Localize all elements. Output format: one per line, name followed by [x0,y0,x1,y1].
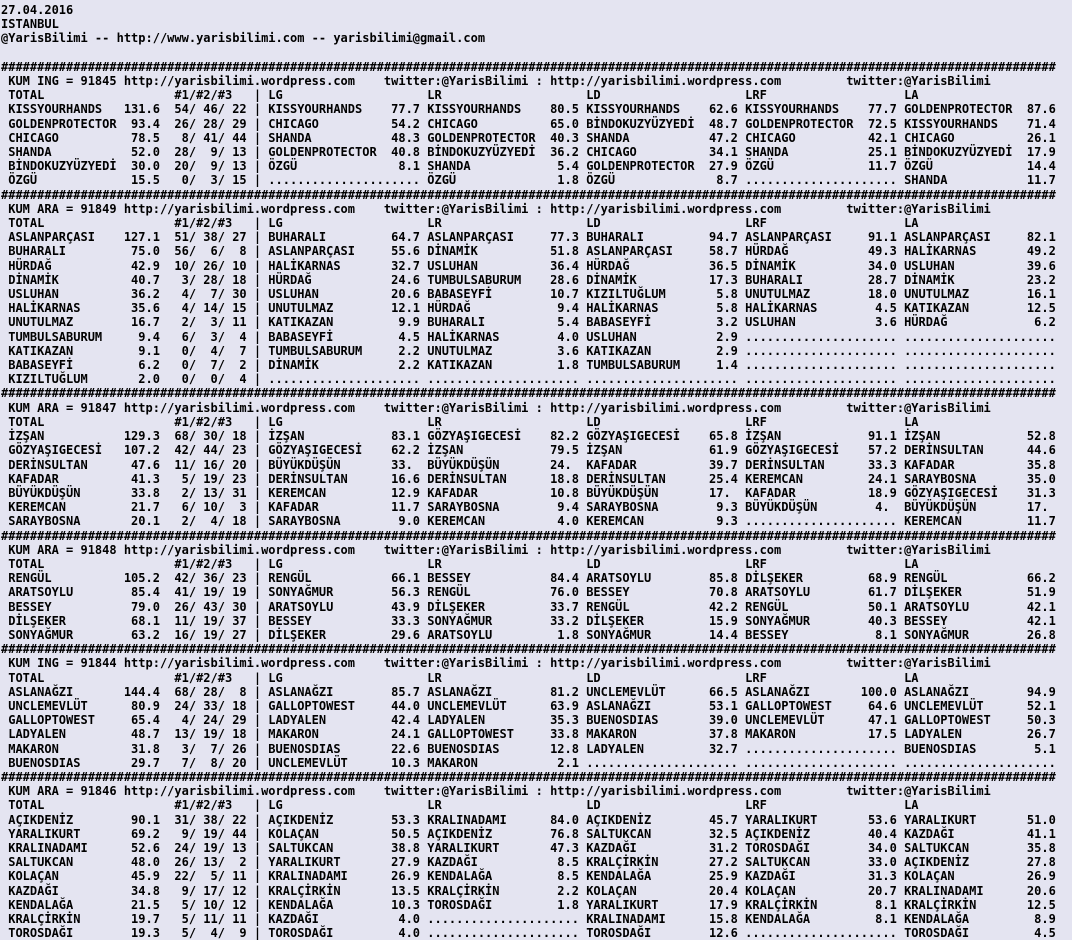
data-row: SALTUKCAN 48.0 26/ 13/ 2 | YARALIKURT 27.9 KAZDAĞI 8.5 KRALÇİRKİN 27.2 SALTUKCAN 33.0 AÇIKDENİZ 27.8 [1,855,1056,870]
data-row: MAKARON 31.8 3/ 7/ 26 | BUENOSDIAS 22.6 BUENOSDIAS 12.8 LADYALEN 32.7 ..................... BUENOSDIAS 5.1 [1,741,1056,756]
data-row: DİLŞEKER 68.1 11/ 19/ 37 | BESSEY 33.3 SONYAĞMUR 33.2 DİLŞEKER 15.9 SONYAĞMUR 40.3 BESSEY 42.1 [1,613,1056,628]
data-row: ARATSOYLU 85.4 41/ 19/ 19 | SONYAĞMUR 56.3 RENGÜL 76.0 BESSEY 70.8 ARATSOYLU 61.7 DİLŞEKER 51.9 [1,585,1056,600]
section-header: KUM ING = 91844 http://yarisbilimi.wordpress.com twitter:@YarisBilimi : http://yarisbilimi.wordpress.com twitter:@YarisBilimi [1,656,991,671]
column-header-row: TOTAL #1/#2/#3 | LG LR LD LRF LA [1,798,1064,813]
data-row: USLUHAN 36.2 4/ 7/ 30 | USLUHAN 20.6 BABASEYFİ 10.7 KIZILTUĞLUM 5.8 UNUTULMAZ 18.0 UNUTULMAZ 16.1 [1,287,1056,302]
column-header-row: TOTAL #1/#2/#3 | LG LR LD LRF LA [1,414,1064,429]
data-row: KAFADAR 41.3 5/ 19/ 23 | DERİNSULTAN 16.6 DERİNSULTAN 18.8 DERİNSULTAN 25.4 KEREMCAN 24.1 SARAYBOSNA 35.0 [1,471,1056,486]
data-row: TUMBULSABURUM 9.4 6/ 3/ 4 | BABASEYFİ 4.5 HALİKARNAS 4.0 USLUHAN 2.9 ..................... ..................... [1,329,1056,344]
section-header: KUM ARA = 91846 http://yarisbilimi.wordpress.com twitter:@YarisBilimi : http://yarisbilimi.wordpress.com twitter:@YarisBilimi [1,784,991,799]
data-row: ASLANPARÇASI 127.1 51/ 38/ 27 | BUHARALI 64.7 ASLANPARÇASI 77.3 BUHARALI 94.7 ASLANPARÇASI 91.1 ASLANPARÇASI 82.1 [1,230,1056,245]
data-row: ÖZGÜ 15.5 0/ 3/ 15 | ..................... ÖZGÜ 1.8 ÖZGÜ 8.7 ..................... SHANDA 11.7 [1,173,1056,188]
data-row: HALİKARNAS 35.6 4/ 14/ 15 | UNUTULMAZ 12.1 HÜRDAĞ 9.4 HALİKARNAS 5.8 HALİKARNAS 4.5 KATIKAZAN 12.5 [1,301,1056,316]
section-header: KUM ARA = 91849 http://yarisbilimi.wordpress.com twitter:@YarisBilimi : http://yarisbilimi.wordpress.com twitter:@YarisBilimi [1,201,991,216]
report-date: 27.04.2016 [1,3,74,17]
data-row: KRALINADAMI 52.6 24/ 19/ 13 | SALTUKCAN 38.8 YARALIKURT 47.3 KAZDAĞI 31.2 TOROSDAĞI 34.0 SALTUKCAN 35.8 [1,840,1056,855]
data-row: UNUTULMAZ 16.7 2/ 3/ 11 | KATIKAZAN 9.9 BUHARALI 5.4 BABASEYFİ 3.2 USLUHAN 3.6 HÜRDAĞ 6.2 [1,315,1056,330]
data-row: HÜRDAĞ 42.9 10/ 26/ 10 | HALİKARNAS 32.7 USLUHAN 36.4 HÜRDAĞ 36.5 DİNAMİK 34.0 USLUHAN 39.6 [1,258,1056,273]
separator-line: ################################################################################################################################################## [1,386,1056,401]
data-row: GOLDENPROTECTOR 93.4 26/ 28/ 29 | CHICAGO 54.2 CHICAGO 65.0 BİNDOKUZYÜZYEDİ 48.7 GOLDENPROTECTOR 72.5 KISSYOURHANDS 71.4 [1,116,1056,131]
blank-line [1,46,1072,60]
data-row: BİNDOKUZYÜZYEDİ 30.0 20/ 9/ 13 | ÖZGÜ 8.1 SHANDA 5.4 GOLDENPROTECTOR 27.9 ÖZGÜ 11.7 ÖZGÜ 14.4 [1,159,1056,174]
separator-line: ################################################################################################################################################## [1,769,1056,784]
data-row: SONYAĞMUR 63.2 16/ 19/ 27 | DİLŞEKER 29.6 ARATSOYLU 1.8 SONYAĞMUR 14.4 BESSEY 8.1 SONYAĞMUR 26.8 [1,627,1056,642]
separator-line: ################################################################################################################################################## [1,187,1056,202]
data-row: DİNAMİK 40.7 3/ 28/ 18 | HÜRDAĞ 24.6 TUMBULSABURUM 28.6 DİNAMİK 17.3 BUHARALI 28.7 DİNAMİK 23.2 [1,272,1056,287]
data-row: BUHARALI 75.0 56/ 6/ 8 | ASLANPARÇASI 55.6 DİNAMİK 51.8 ASLANPARÇASI 58.7 HÜRDAĞ 49.3 HALİKARNAS 49.2 [1,244,1056,259]
data-row: GALLOPTOWEST 65.4 4/ 24/ 29 | LADYALEN 42.4 LADYALEN 35.3 BUENOSDIAS 39.0 UNCLEMEVLÜT 47.1 GALLOPTOWEST 50.3 [1,713,1056,728]
data-row: SHANDA 52.0 28/ 9/ 13 | GOLDENPROTECTOR 40.8 BİNDOKUZYÜZYEDİ 36.2 CHICAGO 34.1 SHANDA 25.1 BİNDOKUZYÜZYEDİ 17.9 [1,145,1056,160]
section-header: KUM ARA = 91847 http://yarisbilimi.wordpress.com twitter:@YarisBilimi : http://yarisbilimi.wordpress.com twitter:@YarisBilimi [1,400,991,415]
data-row: KEREMCAN 21.7 6/ 10/ 3 | KAFADAR 11.7 SARAYBOSNA 9.4 SARAYBOSNA 9.3 BÜYÜKDÜŞÜN 4. BÜYÜKDÜŞÜN 17. [1,500,1056,515]
data-row: SARAYBOSNA 20.1 2/ 4/ 18 | SARAYBOSNA 9.0 KEREMCAN 4.0 KEREMCAN 9.3 ..................... KEREMCAN 11.7 [1,514,1056,529]
report-contact: @YarisBilimi -- http://www.yarisbilimi.com -- yarisbilimi@gmail.com [1,31,486,46]
data-row: KIZILTUĞLUM 2.0 0/ 0/ 4 | ..................... ..................... ..................... ..................... ..................... [1,372,1056,387]
data-row: AÇIKDENİZ 90.1 31/ 38/ 22 | AÇIKDENİZ 53.3 KRALINADAMI 84.0 AÇIKDENİZ 45.7 YARALIKURT 53.6 YARALIKURT 51.0 [1,812,1056,827]
column-header-row: TOTAL #1/#2/#3 | LG LR LD LRF LA [1,88,1064,103]
data-row: KISSYOURHANDS 131.6 54/ 46/ 22 | KISSYOURHANDS 77.7 KISSYOURHANDS 80.5 KISSYOURHANDS 62.6 KISSYOURHANDS 77.7 GOLDENPROTECTOR 87.6 [1,102,1056,117]
data-row: KAZDAĞI 34.8 9/ 17/ 12 | KRALÇİRKİN 13.5 KRALÇİRKİN 2.2 KOLAÇAN 20.4 KOLAÇAN 20.7 KRALINADAMI 20.6 [1,883,1056,898]
sections-container [1,60,1072,940]
data-row: RENGÜL 105.2 42/ 36/ 23 | RENGÜL 66.1 BESSEY 84.4 ARATSOYLU 85.8 DİLŞEKER 68.9 RENGÜL 66.2 [1,571,1056,586]
data-row: TOROSDAĞI 19.3 5/ 4/ 9 | TOROSDAĞI 4.0 ..................... TOROSDAĞI 12.6 ..................... TOROSDAĞI 4.5 [1,926,1056,940]
data-row: CHICAGO 78.5 8/ 41/ 44 | SHANDA 48.3 GOLDENPROTECTOR 40.3 SHANDA 47.2 CHICAGO 42.1 CHICAGO 26.1 [1,130,1056,145]
separator-line: ################################################################################################################################################## [1,528,1056,543]
data-row: KRALÇİRKİN 19.7 5/ 11/ 11 | KAZDAĞI 4.0 ..................... KRALINADAMI 15.8 KENDALAĞA 8.1 KENDALAĞA 8.9 [1,912,1056,926]
data-row: ASLANAĞZI 144.4 68/ 28/ 8 | ASLANAĞZI 85.7 ASLANAĞZI 81.2 UNCLEMEVLÜT 66.5 ASLANAĞZI 100.0 ASLANAĞZI 94.9 [1,684,1056,699]
data-row: İZŞAN 129.3 68/ 30/ 18 | İZŞAN 83.1 GÖZYAŞIGECESİ 82.2 GÖZYAŞIGECESİ 65.8 İZŞAN 91.1 İZŞAN 52.8 [1,429,1056,444]
column-header-row: TOTAL #1/#2/#3 | LG LR LD LRF LA [1,216,1064,231]
report-city: ISTANBUL [1,17,59,32]
separator-line: ################################################################################################################################################## [1,642,1056,657]
data-row: LADYALEN 48.7 13/ 19/ 18 | MAKARON 24.1 GALLOPTOWEST 33.8 MAKARON 37.8 MAKARON 17.5 LADYALEN 26.7 [1,727,1056,742]
data-row: GÖZYAŞIGECESİ 107.2 42/ 44/ 23 | GÖZYAŞIGECESİ 62.2 İZŞAN 79.5 İZŞAN 61.9 GÖZYAŞIGECESİ 57.2 DERİNSULTAN 44.6 [1,443,1056,458]
data-row: BUENOSDIAS 29.7 7/ 8/ 20 | UNCLEMEVLÜT 10.3 MAKARON 2.1 ..................... ..................... ..................... [1,755,1056,770]
data-row: KENDALAĞA 21.5 5/ 10/ 12 | KENDALAĞA 10.3 TOROSDAĞI 1.8 YARALIKURT 17.9 KRALÇİRKİN 8.1 KRALÇİRKİN 12.5 [1,897,1056,912]
column-header-row: TOTAL #1/#2/#3 | LG LR LD LRF LA [1,670,1064,685]
data-row: KATIKAZAN 9.1 0/ 4/ 7 | TUMBULSABURUM 2.2 UNUTULMAZ 3.6 KATIKAZAN 2.9 ..................... ..................... [1,343,1056,358]
column-header-row: TOTAL #1/#2/#3 | LG LR LD LRF LA [1,556,1064,571]
section-header: KUM ING = 91845 http://yarisbilimi.wordpress.com twitter:@YarisBilimi : http://yarisbilimi.wordpress.com twitter:@YarisBilimi [1,74,991,89]
data-row: BÜYÜKDÜŞÜN 33.8 2/ 13/ 31 | KEREMCAN 12.9 KAFADAR 10.8 BÜYÜKDÜŞÜN 17. KAFADAR 18.9 GÖZYAŞIGECESİ 31.3 [1,485,1056,500]
section-header: KUM ARA = 91848 http://yarisbilimi.wordpress.com twitter:@YarisBilimi : http://yarisbilimi.wordpress.com twitter:@YarisBilimi [1,542,991,557]
data-row: YARALIKURT 69.2 9/ 19/ 44 | KOLAÇAN 50.5 AÇIKDENİZ 76.8 SALTUKCAN 32.5 AÇIKDENİZ 40.4 KAZDAĞI 41.1 [1,826,1056,841]
data-row: BESSEY 79.0 26/ 43/ 30 | ARATSOYLU 43.9 DİLŞEKER 33.7 RENGÜL 42.2 RENGÜL 50.1 ARATSOYLU 42.1 [1,599,1056,614]
data-row: UNCLEMEVLÜT 80.9 24/ 33/ 18 | GALLOPTOWEST 44.0 UNCLEMEVLÜT 63.9 ASLANAĞZI 53.1 GALLOPTOWEST 64.6 UNCLEMEVLÜT 52.1 [1,698,1056,713]
data-row: DERİNSULTAN 47.6 11/ 16/ 20 | BÜYÜKDÜŞÜN 33. BÜYÜKDÜŞÜN 24. KAFADAR 39.7 DERİNSULTAN 33.3 KAFADAR 35.8 [1,457,1056,472]
data-row: KOLAÇAN 45.9 22/ 5/ 11 | KRALINADAMI 26.9 KENDALAĞA 8.5 KENDALAĞA 25.9 KAZDAĞI 31.3 KOLAÇAN 26.9 [1,869,1056,884]
separator-line: ################################################################################################################################################## [1,59,1056,74]
data-row: BABASEYFİ 6.2 0/ 7/ 2 | DİNAMİK 2.2 KATIKAZAN 1.8 TUMBULSABURUM 1.4 ..................... ..................... [1,358,1056,373]
